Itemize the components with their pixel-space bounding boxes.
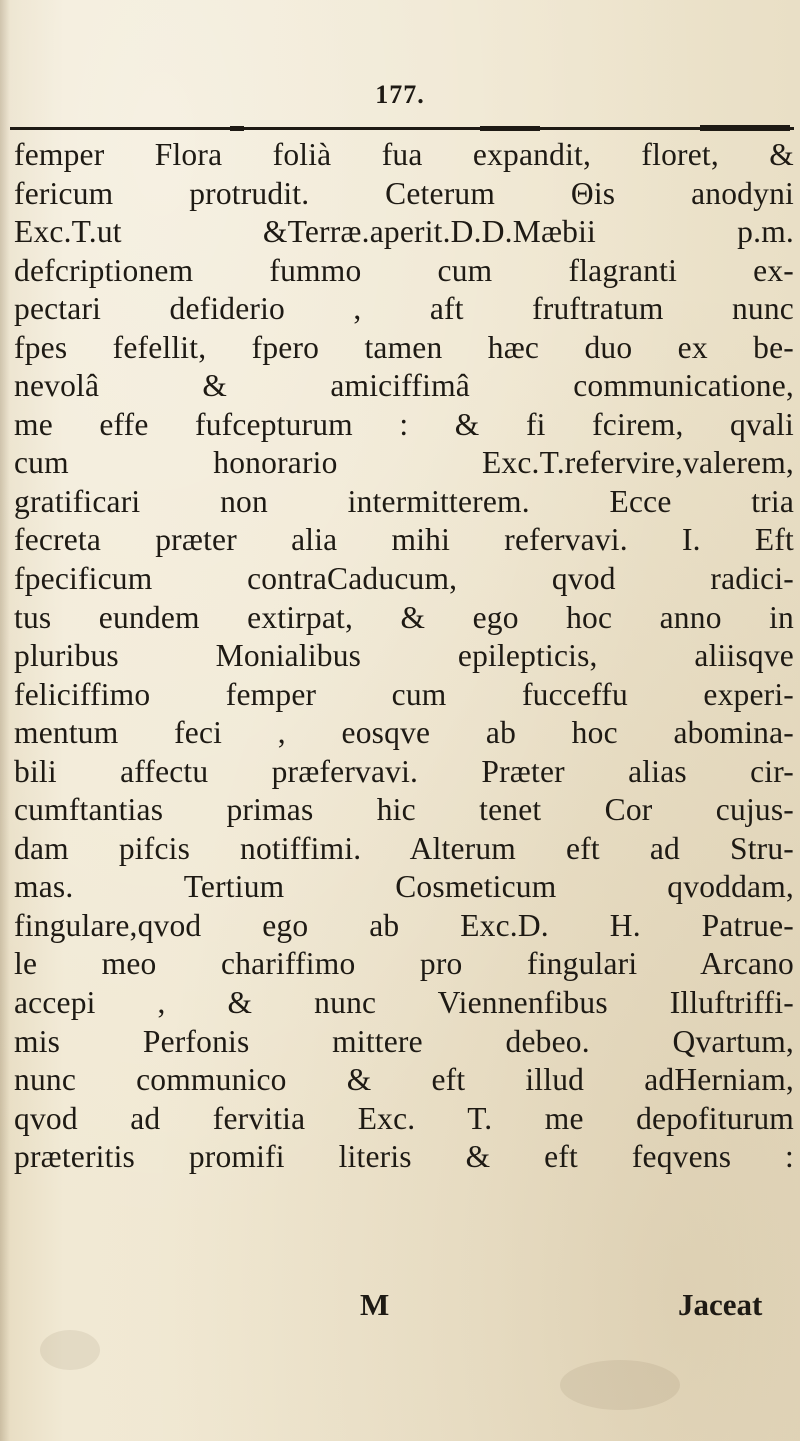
text-line: præteritis promifi literis & eft feqvens : [14, 1139, 794, 1175]
text-line: me effe fufcepturum : & fi fcirem, qvali [14, 406, 794, 442]
header-rule [10, 125, 794, 133]
text-line: fpecificum contraCaducum, qvod radici- [14, 561, 794, 597]
text-line: nunc communico & eft illud adHerniam, [14, 1062, 794, 1098]
text-line: qvod ad fervitia Exc. T. me depofiturum [14, 1100, 794, 1136]
text-line: mas. Tertium Cosmeticum qvoddam, [14, 869, 794, 905]
text-line: bili affectu præfervavi. Præter alias cir- [14, 753, 794, 789]
text-line: dam pifcis notiffimi. Alterum eft ad Stru- [14, 830, 794, 866]
text-line: pectari defiderio , aft fruftratum nunc [14, 291, 794, 327]
text-line: mis Perfonis mittere debeo. Qvartum, [14, 1023, 794, 1059]
catchline [0, 1287, 800, 1327]
text-line: fpes fefellit, fpero tamen hæc duo ex be- [14, 329, 794, 365]
paper-stain [560, 1360, 680, 1410]
text-line: gratificari non intermitterem. Ecce tria [14, 483, 794, 519]
text-line: fecreta præter alia mihi refervavi. I. Eft [14, 522, 794, 558]
text-line: cum honorario Exc.T.refervire,valerem, [14, 445, 794, 481]
text-line: defcriptionem fummo cum flagranti ex- [14, 252, 794, 288]
page-number: 177. [375, 80, 425, 109]
text-line: Exc.T.ut &Terræ.aperit.D.D.Mæbii p.m. [14, 214, 794, 250]
text-line: femper Flora folià fua expandit, floret, & [14, 137, 794, 172]
text-line: cumftantias primas hic tenet Cor cujus- [14, 792, 794, 828]
text-line: mentum feci , eosqve ab hoc abomina- [14, 715, 794, 751]
body-text [14, 136, 794, 1177]
text-line: pluribus Monialibus epilepticis, aliisqve [14, 638, 794, 674]
signature-mark: M [360, 1287, 390, 1322]
text-line: nevolâ & amiciffimâ communicatione, [14, 368, 794, 404]
text-line: accepi , & nunc Viennenfibus Illuftriffi- [14, 985, 794, 1021]
text-line: feliciffimo femper cum fucceffu experi- [14, 676, 794, 712]
text-line: fingulare,qvod ego ab Exc.D. H. Patrue- [14, 907, 794, 943]
catchword: Jaceat [678, 1287, 763, 1322]
page-edge-shadow [0, 0, 10, 1441]
text-line: tus eundem extirpat, & ego hoc anno in [14, 599, 794, 635]
text-line: le meo chariffimo pro fingulari Arcano [14, 946, 794, 982]
text-line: fericum protrudit. Ceterum Θis anodyni [14, 175, 794, 211]
paper-stain [40, 1330, 100, 1370]
